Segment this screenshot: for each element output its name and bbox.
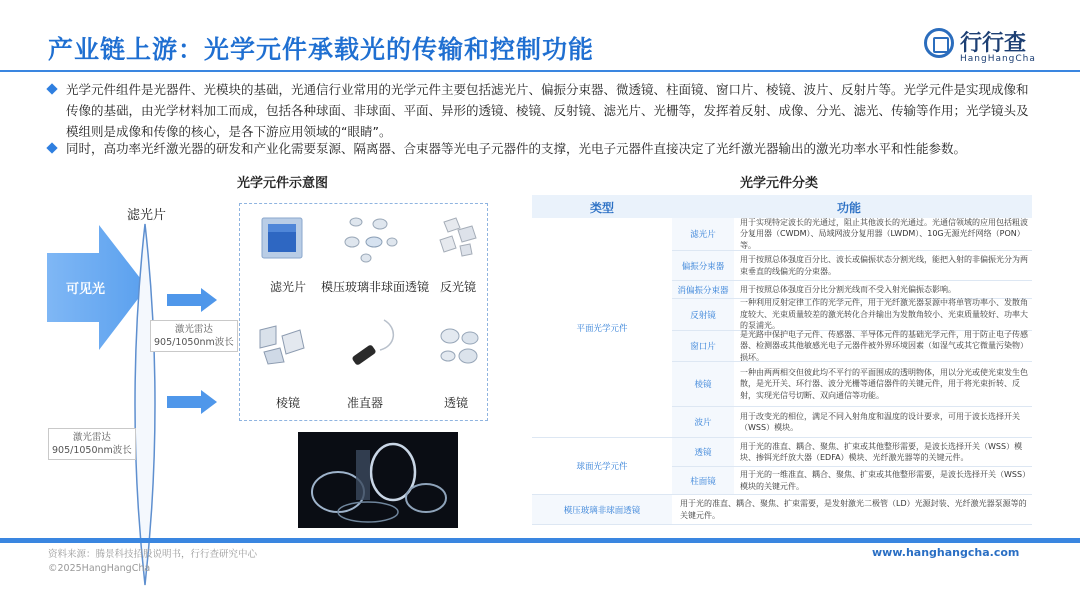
laser-arrow-icon xyxy=(167,390,217,414)
bullet-paragraph-2 xyxy=(48,138,1038,159)
component-caption: 反光镜 xyxy=(439,280,476,294)
logo xyxy=(924,26,1044,70)
table-row xyxy=(672,438,1032,467)
bullet-text-2: 同时，高功率光纤激光器的研发和产业化需要泵源、隔离器、合束器等光电子元器件的支撑，光电子元器件直接决定了光纤激光器输出的激光功率水平和性能参数。 xyxy=(66,141,967,156)
filter-image-icon xyxy=(258,214,306,262)
row-type: 反射镜 xyxy=(672,299,734,330)
group-label-spherical: 球面光学元件 xyxy=(532,438,672,495)
bullet-paragraph-1 xyxy=(48,79,1038,142)
component-caption: 透镜 xyxy=(443,396,468,410)
diagram-title: 光学元件示意图 xyxy=(237,176,329,191)
table-row xyxy=(672,251,1032,281)
component-caption: 滤光片 xyxy=(269,280,306,294)
row-type: 偏振分束器 xyxy=(672,251,734,280)
lidar-label-line1: 激光雷达 xyxy=(72,432,111,443)
row-function: 用于光的准直、耦合、聚焦、扩束或其他整形需要，是波长选择开关（WSS）模块、掺铒光纤放大器（EDFA）模块、光纤激光器等的关键元件。 xyxy=(740,441,1023,462)
row-type: 滤光片 xyxy=(672,218,734,250)
optical-components-panel xyxy=(239,203,488,421)
row-function: 用于光的一维准直、耦合、聚焦、扩束或其他整形需要，是波长选择开关（WSS）模块的关键元件。 xyxy=(740,470,1027,491)
lidar-label-line1: 激光雷达 xyxy=(174,324,213,335)
visible-light-label: 可见光 xyxy=(66,282,106,297)
website-link[interactable]: www.hanghangcha.com xyxy=(872,546,1020,559)
page-title: 产业链上游：光学元件承载光的传输和控制功能 xyxy=(48,35,595,64)
copyright: ©2025HangHangCha xyxy=(48,563,151,574)
table-row xyxy=(672,218,1032,251)
lidar-label-line2: 905/1050nm波长 xyxy=(52,445,132,456)
aspheric-lens-image-icon xyxy=(340,212,400,264)
row-function: 用于按照总体强度百分比、波长或偏振状态分割光线，能把入射的非偏振光分为两束垂直的线偏光的分束器。 xyxy=(740,255,1028,276)
laser-arrow-icon xyxy=(167,288,217,312)
row-type: 窗口片 xyxy=(672,331,734,361)
logo-name: 行行查 xyxy=(960,31,1027,56)
row-type: 透镜 xyxy=(672,438,734,466)
table-row xyxy=(672,467,1032,495)
classification-table xyxy=(532,195,1032,525)
lidar-label-right xyxy=(150,320,238,352)
table-row xyxy=(672,362,1032,407)
title-divider xyxy=(0,70,1080,72)
logo-globe-icon xyxy=(924,28,954,58)
row-type: 模压玻璃非球面透镜 xyxy=(532,495,672,524)
column-header-type: 类型 xyxy=(590,201,615,215)
row-function: 用于改变光的相位，满足不同入射角度和温度的设计要求，可用于波长选择开关（WSS）模块。 xyxy=(740,411,1020,432)
lidar-label-line2: 905/1050nm波长 xyxy=(154,337,234,348)
row-function: 用于光的准直、耦合、聚焦、扩束需要，是发射激光二极管（LD）光源封装、光纤激光器泵源等的关键元件。 xyxy=(680,499,1027,520)
table-row xyxy=(532,495,1032,525)
table-row xyxy=(672,331,1032,362)
optical-elements-photo xyxy=(298,432,458,528)
column-header-function: 功能 xyxy=(837,201,862,215)
table-title: 光学元件分类 xyxy=(740,176,819,191)
lens-image-icon xyxy=(436,324,482,368)
mirror-image-icon xyxy=(436,216,480,260)
prism-image-icon xyxy=(254,322,310,366)
component-caption: 准直器 xyxy=(346,396,383,410)
filter-label: 滤光片 xyxy=(127,208,167,223)
row-type: 棱镜 xyxy=(672,362,734,406)
row-function: 是光路中保护电子元件、传感器、半导体元件的基础光学元件，用于防止电子传感器、检测器或其他敏感光电子元器件被外界环境因素（如湿气或其它微量污染物）损坏。 xyxy=(740,329,1028,362)
group-label-planar: 平面光学元件 xyxy=(532,218,672,438)
table-row xyxy=(672,299,1032,331)
table-header xyxy=(532,195,1032,218)
bullet-text-1: 光学元件组件是光器件、光模块的基础，光通信行业常用的光学元件主要包括滤光片、偏振分束器、微透镜、柱面镜、窗口片、棱镜、波片、反射片等。光学元件是实现成像和传像的基础，由光学材料加工而成，包括各种球面、非球面、平面、异形的透镜、棱镜、反射镜、滤光片、光栅等，发挥着反射、成像、分光、滤光、传输等作用；光学镜头及模组则是成像和传像的核心，是各下游应用领域的“眼睛”。 xyxy=(66,82,1029,139)
component-caption: 模压玻璃非球面透镜 xyxy=(320,280,429,294)
row-function: 一种由两两相交但彼此均不平行的平面围成的透明物体，用以分光或使光束发生色散，是光开关、环行器、波分光栅等通信器件的关键元件，用于将光束折转、反射，实现光信号切断、双向通信等功能。 xyxy=(740,367,1028,400)
logo-subtitle: HangHangCha xyxy=(960,54,1036,64)
component-caption: 棱镜 xyxy=(275,396,300,410)
footer-divider xyxy=(0,538,1080,543)
filter-lens-icon xyxy=(124,222,166,587)
row-function: 用于按照总体强度百分比分割光线而不受入射光偏振态影响。 xyxy=(740,284,956,294)
row-function: 用于实现特定波长的光通过，阻止其他波长的光通过。光通信领域的应用包括粗波分复用器（CWDM）、局域网波分复用器（LWDM）、10G无源光纤网络（PON）等。 xyxy=(740,217,1028,250)
lidar-label-left xyxy=(48,428,136,460)
row-type: 柱面镜 xyxy=(672,467,734,494)
row-type: 波片 xyxy=(672,407,734,437)
table-row xyxy=(672,407,1032,438)
collimator-image-icon xyxy=(340,316,400,376)
optical-elements-photo-icon xyxy=(298,432,458,528)
source-note: 资料来源：腾景科技招股说明书，行行查研究中心 xyxy=(48,549,258,560)
row-type: 消偏振分束器 xyxy=(672,281,734,298)
row-function: 一种利用反射定律工作的光学元件，用于光纤激光器泵源中将单管功率小、发散角度较大、光束质量较差的激光转化合并输出为发散角较小、光束质量较好、功率大的泵浦光。 xyxy=(740,298,1028,331)
